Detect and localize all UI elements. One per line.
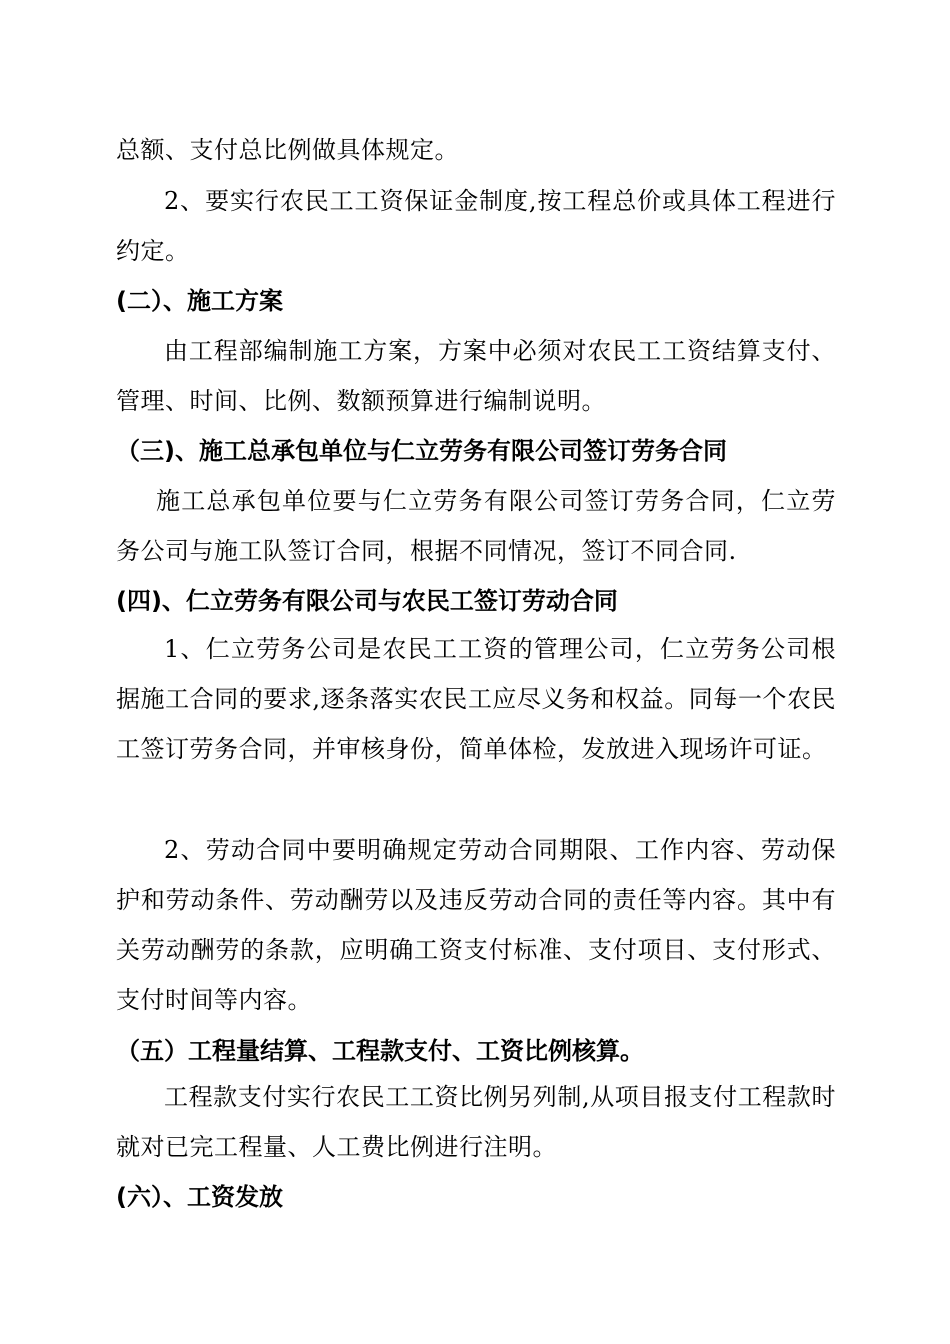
heading-labor-contract: （三)、施工总承包单位与仁立劳务有限公司签订劳务合同: [116, 437, 727, 465]
paragraph-worker-contract-1: 1、仁立劳务公司是农民工工资的管理公司，仁立劳务公司根据施工合同的要求,逐条落实农民工应尽义务和权益。同每一个农民工签订劳务合同，并审核身份，简单体检，发放进入现场许可证。: [116, 635, 836, 763]
heading-worker-contract: (四)、仁立劳务有限公司与农民工签订劳动合同: [116, 587, 618, 615]
paragraph-continuation: 总额、支付总比例做具体规定。: [116, 136, 459, 164]
paragraph-labor-contract: 施工总承包单位要与仁立劳务有限公司签订劳务合同，仁立劳务公司与施工队签订合同，根据不同情况，签订不同合同.: [116, 487, 836, 565]
paragraph-wage-deposit: 2、要实行农民工工资保证金制度,按工程总价或具体工程进行约定。: [116, 187, 836, 265]
heading-construction-plan: (二）、施工方案: [116, 287, 283, 315]
paragraph-worker-contract-2: 2、劳动合同中要明确规定劳动合同期限、工作内容、劳动保护和劳动条件、劳动酬劳以及违反劳动合同的责任等内容。其中有关劳动酬劳的条款，应明确工资支付标准、支付项目、支付形式、支付时间等内容。: [116, 836, 836, 1014]
heading-wage-payment: (六）、工资发放: [116, 1183, 283, 1211]
paragraph-settlement: 工程款支付实行农民工工资比例另列制,从项目报支付工程款时就对已完工程量、人工费比例进行注明。: [116, 1083, 836, 1161]
heading-settlement: （五）工程量结算、工程款支付、工资比例核算。: [116, 1037, 644, 1065]
paragraph-construction-plan: 由工程部编制施工方案，方案中必须对农民工工资结算支付、管理、时间、比例、数额预算进行编制说明。: [116, 337, 836, 415]
